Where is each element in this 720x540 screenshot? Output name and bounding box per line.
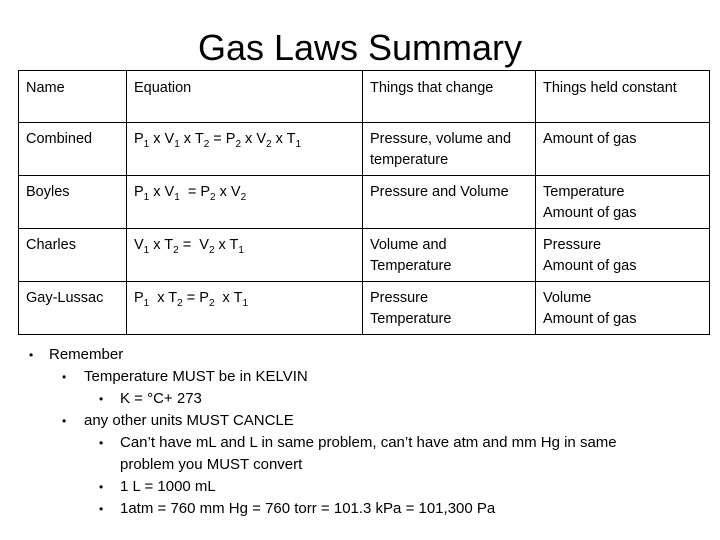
equation-term: x T <box>149 290 178 306</box>
subscript: 1 <box>143 298 150 309</box>
equation-term: x V <box>149 184 175 200</box>
equation-term: = V <box>178 237 209 253</box>
table-row <box>19 123 710 176</box>
law-constant <box>536 229 710 282</box>
note-cant-have-line2: problem you MUST convert <box>120 456 303 473</box>
law-equation <box>127 229 363 282</box>
constant-line: Amount of gas <box>543 258 637 274</box>
law-constant <box>536 176 710 229</box>
subscript: 1 <box>143 192 150 203</box>
table-row <box>19 282 710 335</box>
header-things-held-constant: Things held constant <box>536 71 710 123</box>
header-equation: Equation <box>127 71 363 123</box>
subscript: 1 <box>143 245 150 256</box>
bullet-icon: • <box>62 370 67 384</box>
equation-term: = P <box>179 184 211 200</box>
subscript: 2 <box>173 245 179 256</box>
change-line: Volume and <box>370 237 447 253</box>
subscript: 2 <box>240 192 247 203</box>
equation-term: P <box>134 184 144 200</box>
subscript: 1 <box>295 139 302 150</box>
law-equation <box>127 123 363 176</box>
equation-term: = P <box>209 131 236 147</box>
constant-line: Amount of gas <box>543 131 637 147</box>
constant-line: Amount of gas <box>543 311 637 327</box>
bullet-icon: • <box>99 502 104 516</box>
equation-term: x T <box>149 237 174 253</box>
subscript: 2 <box>235 139 242 150</box>
equation-term: P <box>134 290 144 306</box>
note-units-cancel: any other units MUST CANCLE <box>84 412 294 429</box>
subscript: 1 <box>174 192 180 203</box>
law-constant <box>536 282 710 335</box>
header-name: Name <box>19 71 127 123</box>
constant-line: Temperature <box>543 184 625 200</box>
law-equation <box>127 282 363 335</box>
constant-line: Volume <box>543 290 592 306</box>
law-name: Charles <box>19 229 127 282</box>
subscript: 2 <box>266 139 272 150</box>
change-line: Pressure <box>370 290 429 306</box>
equation-term: = P <box>182 290 209 306</box>
equation-term: P <box>134 131 144 147</box>
bullet-icon: • <box>99 392 104 406</box>
equation-term: x T <box>214 290 243 306</box>
bullet-icon: • <box>99 480 104 494</box>
bullet-icon: • <box>62 414 67 428</box>
law-name: Boyles <box>19 176 127 229</box>
note-kelvin-formula: K = °C+ 273 <box>120 390 202 407</box>
change-line: temperature <box>370 152 449 168</box>
table-row <box>19 176 710 229</box>
law-equation <box>127 176 363 229</box>
change-line: Temperature <box>370 311 452 327</box>
subscript: 2 <box>203 139 210 150</box>
subscript: 1 <box>174 139 180 150</box>
constant-line: Amount of gas <box>543 205 637 221</box>
gas-laws-table <box>18 70 710 335</box>
law-name: Gay-Lussac <box>19 282 127 335</box>
law-changes <box>363 229 536 282</box>
subscript: 1 <box>238 245 244 256</box>
header-things-that-change: Things that change <box>363 71 536 123</box>
change-line: Pressure and Volume <box>370 184 509 200</box>
table-header-row <box>19 71 710 123</box>
change-line: Temperature <box>370 258 452 274</box>
subscript: 1 <box>242 298 248 309</box>
equation-term: x T <box>271 131 296 147</box>
law-changes <box>363 123 536 176</box>
note-cant-have-line1: Can’t have mL and L in same problem, can’t have atm and mm Hg in same <box>120 434 617 451</box>
equation-term: V <box>134 237 144 253</box>
table-row <box>19 229 710 282</box>
subscript: 1 <box>143 139 150 150</box>
change-line: Pressure, volume and <box>370 131 512 147</box>
note-remember: Remember <box>49 346 124 363</box>
note-liter: 1 L = 1000 mL <box>120 478 216 495</box>
subscript: 2 <box>210 192 216 203</box>
bullet-icon: • <box>29 348 34 362</box>
law-changes <box>363 282 536 335</box>
equation-term: x V <box>215 184 241 200</box>
law-name: Combined <box>19 123 127 176</box>
equation-term: x T <box>214 237 239 253</box>
note-atm: 1atm = 760 mm Hg = 760 torr = 101.3 kPa = 101,300 Pa <box>120 500 496 517</box>
note-kelvin: Temperature MUST be in KELVIN <box>84 368 308 385</box>
constant-line: Pressure <box>543 237 602 253</box>
bullet-icon: • <box>99 436 104 450</box>
equation-term: x V <box>149 131 175 147</box>
subscript: 2 <box>208 245 215 256</box>
law-constant <box>536 123 710 176</box>
page-title: Gas Laws Summary <box>197 27 523 68</box>
law-changes <box>363 176 536 229</box>
equation-term: x V <box>241 131 266 147</box>
subscript: 2 <box>177 298 183 309</box>
subscript: 2 <box>208 298 215 309</box>
equation-term: x T <box>179 131 204 147</box>
